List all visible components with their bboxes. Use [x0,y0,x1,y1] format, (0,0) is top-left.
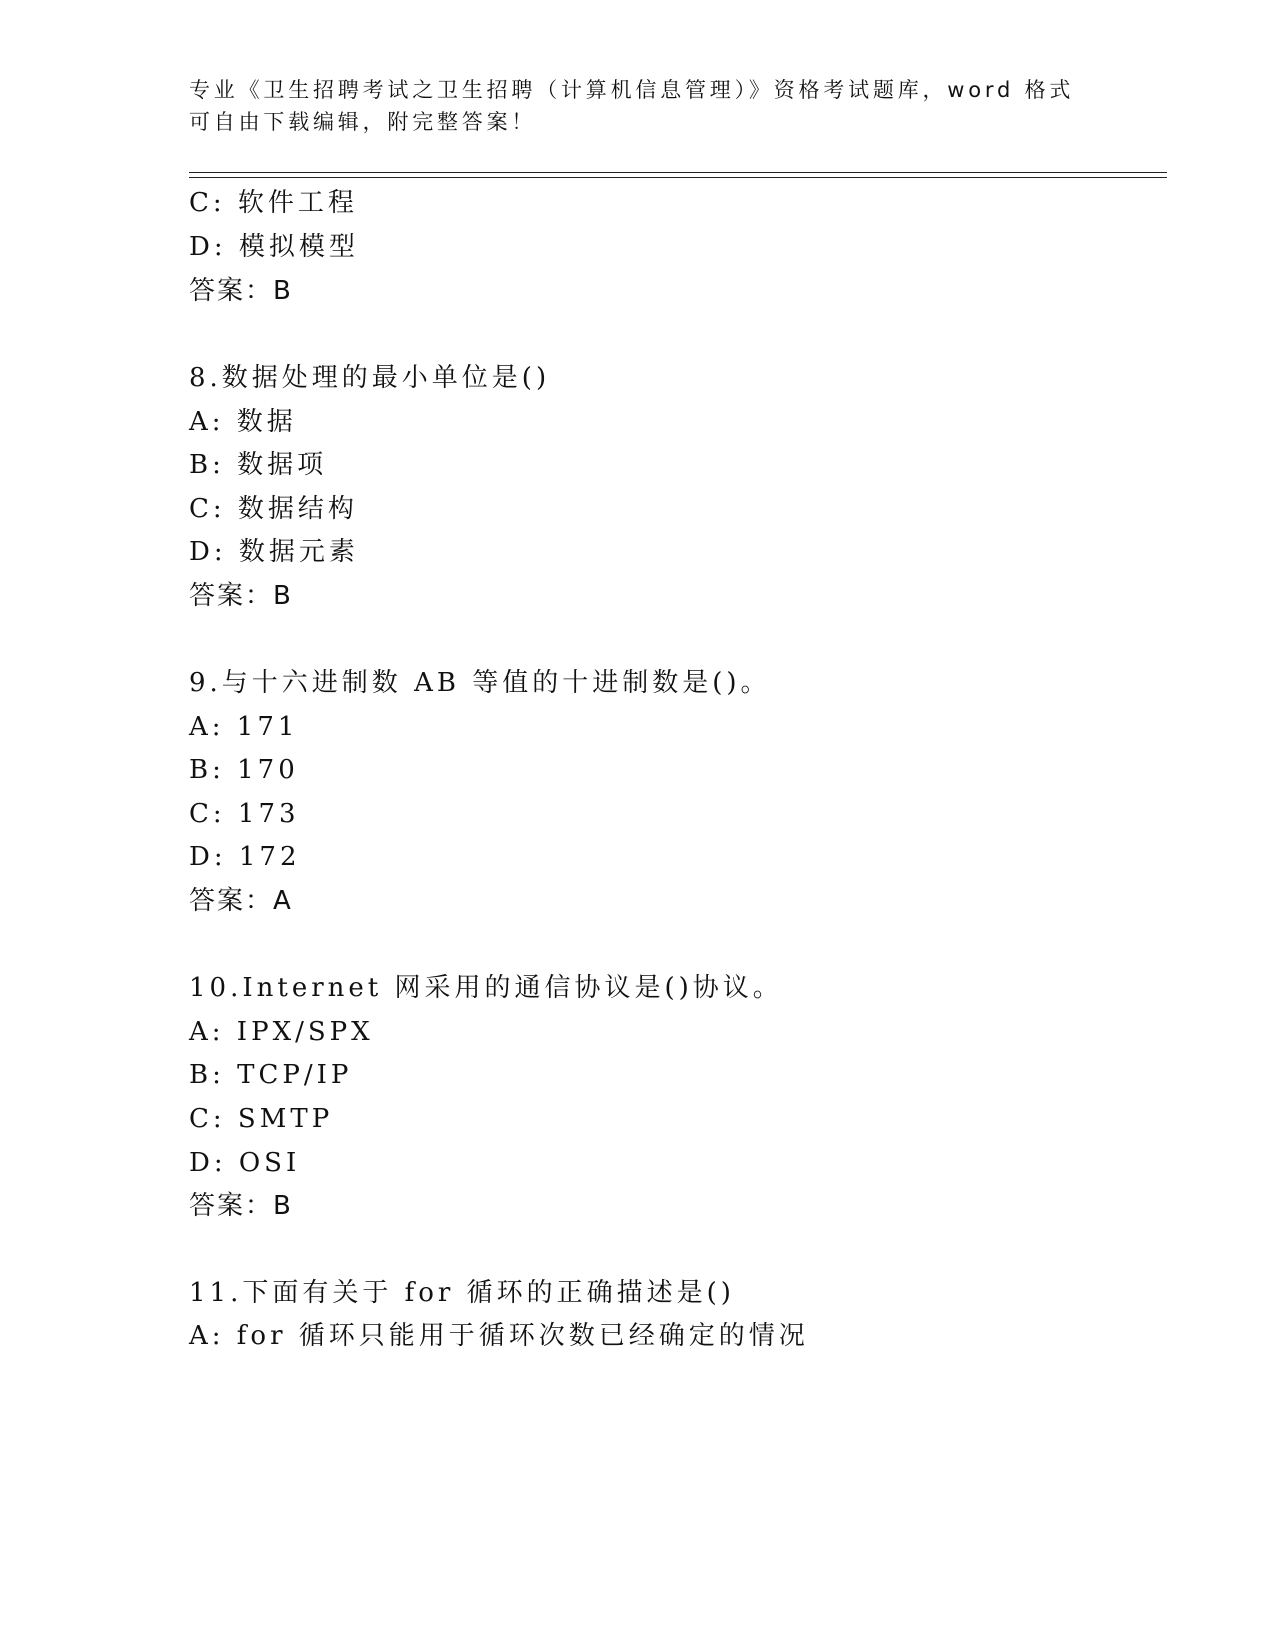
prev-answer: 答案：B [189,276,293,306]
prev-option-d: D: 模拟模型 [189,232,359,262]
question-9-option-c: C: 173 [189,799,300,829]
question-9-option-d: D: 172 [189,842,301,872]
question-10-answer: 答案：B [189,1191,293,1221]
question-8-option-b: B: 数据项 [189,450,328,480]
prev-option-c: C: 软件工程 [189,188,358,218]
question-9-stem: 9.与十六进制数 AB 等值的十进制数是()。 [189,668,771,698]
question-10-option-b: B: TCP/IP [189,1060,353,1090]
question-8-stem: 8.数据处理的最小单位是() [189,363,551,393]
question-8-option-a: A: 数据 [189,407,297,437]
question-8-option-d: D: 数据元素 [189,537,359,567]
question-10-option-a: A: IPX/SPX [189,1017,374,1047]
question-9-answer: 答案：A [189,886,293,916]
question-11-option-a: A: for 循环只能用于循环次数已经确定的情况 [189,1321,809,1351]
question-8-option-c: C: 数据结构 [189,494,358,524]
question-9-option-a: A: 171 [189,712,299,742]
header-title-line-1: 专业《卫生招聘考试之卫生招聘（计算机信息管理）》资格考试题库，word 格式 [189,78,1075,102]
question-10-option-c: C: SMTP [189,1104,334,1134]
question-9-option-b: B: 170 [189,755,299,785]
header-rule-bottom [189,177,1167,178]
header-title-line-2: 可自由下载编辑，附完整答案！ [189,110,537,134]
question-11-stem: 11.下面有关于 for 循环的正确描述是() [189,1278,735,1308]
question-8-answer: 答案：B [189,581,293,611]
question-10-stem: 10.Internet 网采用的通信协议是()协议。 [189,973,783,1003]
header-rule-top [189,172,1167,173]
question-10-option-d: D: OSI [189,1148,301,1178]
